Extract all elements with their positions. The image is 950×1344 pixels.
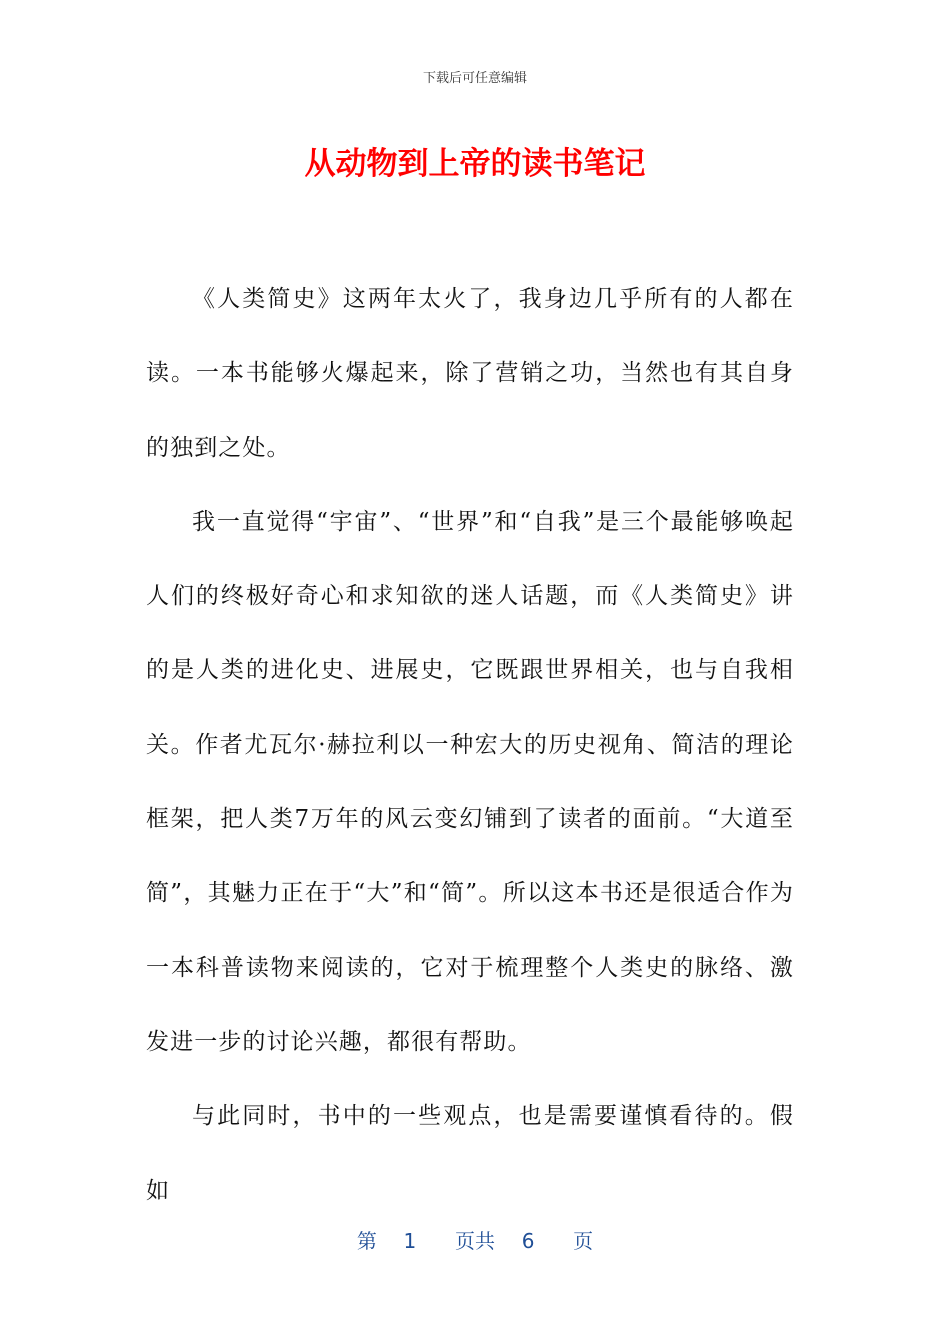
- document-body: [146, 262, 794, 1228]
- footer-total-pages: 6: [521, 1229, 535, 1253]
- footer-suffix: 页: [573, 1229, 594, 1253]
- paragraph-2: 我一直觉得“宇宙”、“世界”和“自我”是三个最能够唤起人们的终极好奇心和求知欲的迷人话题，而《人类简史》讲的是人类的进化史、进展史，它既跟世界相关，也与自我相关。作者尤瓦尔·赫拉利以一种宏大的历史视角、简洁的理论框架，把人类7万年的风云变幻铺到了读者的面前。“大道至简”，其魅力正在于“大”和“简”。所以这本书还是很适合作为一本科普读物来阅读的，它对于梳理整个人类史的脉络、激发进一步的讨论兴趣，都很有帮助。: [146, 508, 794, 1055]
- paragraph-1: 《人类简史》这两年太火了，我身边几乎所有的人都在读。一本书能够火爆起来，除了营销之功，当然也有其自身的独到之处。: [146, 286, 794, 461]
- page-footer: [0, 1225, 950, 1254]
- paragraph-3: 与此同时，书中的一些观点，也是需要谨慎看待的。假如: [146, 1103, 794, 1204]
- footer-mid: 页共: [455, 1229, 495, 1253]
- document-title: 从动物到上帝的读书笔记: [304, 146, 646, 182]
- footer-page-number: 1: [403, 1229, 417, 1253]
- footer-prefix: 第: [356, 1229, 377, 1253]
- header-note: 下载后可任意编辑: [422, 71, 527, 86]
